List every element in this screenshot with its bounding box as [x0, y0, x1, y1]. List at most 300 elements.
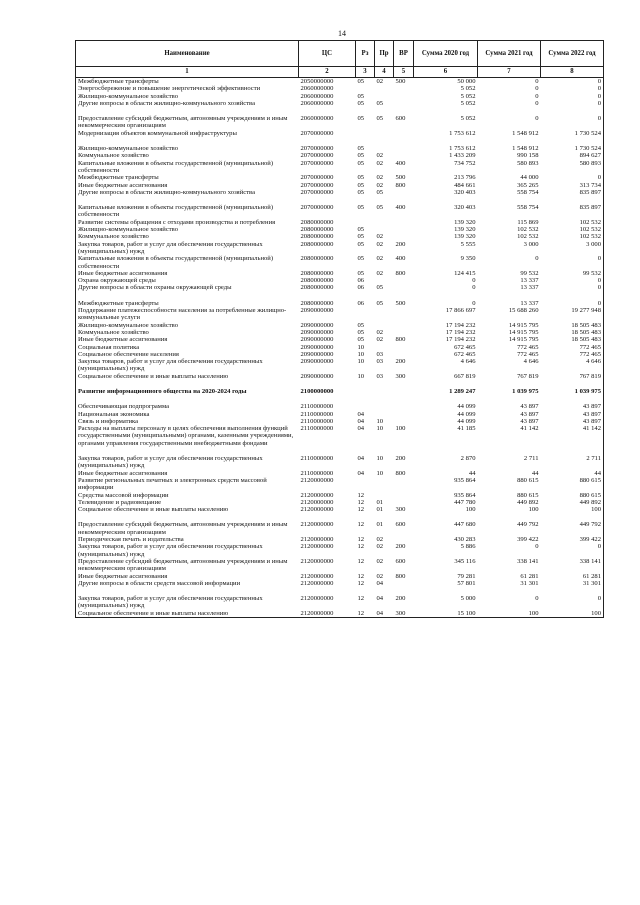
table-row: [76, 78, 604, 86]
table-row: [76, 130, 604, 137]
row-sum-2021: 0: [535, 543, 539, 551]
row-rz: 05: [357, 188, 365, 196]
row-pr: 10: [376, 469, 384, 477]
row-sum-2020: 100: [465, 506, 476, 514]
row-name: Социальное обеспечение и иные выплаты населению: [76, 610, 299, 618]
table-row: [76, 241, 604, 256]
row-sum-2022: 1 039 975: [541, 380, 604, 395]
row-sum-2022: 0: [541, 543, 604, 558]
column-number-row: [76, 67, 604, 78]
table-body: [76, 78, 604, 618]
row-sum-2021: 0: [535, 255, 539, 263]
row-pr: 05: [376, 99, 384, 107]
row-pr: [375, 477, 394, 492]
table-row: [76, 277, 604, 284]
row-pr: 05: [376, 204, 384, 212]
row-name: Иные бюджетные ассигнования: [76, 573, 299, 580]
row-sum-2022: 102 532: [541, 226, 604, 233]
row-sum-2021: 449 892: [517, 498, 539, 506]
row-vr: [394, 137, 414, 152]
row-rz: 10: [357, 350, 365, 358]
row-sum-2021: 1 548 912: [512, 129, 539, 137]
row-sum-2022: 0: [541, 93, 604, 100]
budget-table: [75, 40, 604, 618]
row-sum-2022: 0: [541, 284, 604, 291]
row-pr: 02: [376, 557, 384, 565]
table-row: [76, 226, 604, 233]
row-cs: 2120000000: [300, 579, 334, 587]
table-row: [76, 610, 604, 618]
row-cs: 2070000000: [300, 204, 334, 212]
row-sum-2020: 935 864: [454, 491, 476, 499]
row-sum-2022: 19 277 948: [541, 307, 604, 322]
row-name: Закупка товаров, работ и услуг для обеспечения государственных (муниципальных) нужд: [76, 543, 299, 558]
row-vr: 300: [394, 610, 414, 618]
row-rz: 12: [357, 572, 365, 580]
row-name: Иные бюджетные ассигнования: [76, 336, 299, 343]
table-row: [76, 284, 604, 291]
row-vr: [394, 477, 414, 492]
row-sum-2021: 1 548 912: [512, 145, 539, 153]
row-cs: 2120000000: [300, 557, 334, 565]
row-sum-2021: 880 615: [517, 476, 539, 484]
row-sum-2020: 484 661: [454, 181, 476, 189]
row-name: Другие вопросы в области средств массовой информации: [76, 580, 299, 587]
row-rz: 12: [357, 498, 365, 506]
row-rz: 05: [357, 204, 365, 212]
row-rz: [356, 85, 375, 92]
row-pr: [375, 344, 394, 351]
row-vr: 500: [395, 174, 406, 182]
table-row: [76, 219, 604, 226]
row-pr: 10: [376, 455, 384, 463]
row-sum-2022: 43 897: [541, 411, 604, 418]
row-pr: 02: [376, 255, 384, 263]
row-rz: 05: [357, 269, 365, 277]
row-sum-2020: 430 283: [454, 536, 476, 544]
table-row: [76, 395, 604, 410]
row-sum-2021: 100: [528, 506, 539, 514]
row-rz: 04: [357, 417, 365, 425]
row-name: Развитие региональных печатных и электронных средств массовой информации: [76, 477, 299, 492]
row-sum-2020: 213 796: [454, 174, 476, 182]
row-name: Коммунальное хозяйство: [76, 329, 299, 336]
row-cs: 2090000000: [300, 350, 334, 358]
row-name: Поддержание платежеспособности населения за потребленные жилищно-коммунальные услуги: [76, 307, 299, 322]
row-name: Социальное обеспечение и иные выплаты населению: [76, 373, 299, 380]
row-vr: [394, 100, 414, 107]
row-sum-2022: 102 532: [541, 219, 604, 226]
row-sum-2021: 13 337: [520, 299, 539, 307]
row-pr: 02: [376, 174, 384, 182]
row-sum-2020: 124 415: [454, 269, 476, 277]
row-pr: 05: [376, 284, 384, 292]
table-row: [76, 329, 604, 336]
table-row: [76, 477, 604, 492]
row-cs: 2120000000: [300, 572, 334, 580]
table-row: [76, 137, 604, 152]
row-sum-2020: 44: [468, 469, 476, 477]
row-sum-2022: 2 711: [541, 447, 604, 470]
row-sum-2021: 1 039 975: [512, 387, 539, 395]
row-sum-2022: 880 615: [541, 492, 604, 499]
table-row: [76, 233, 604, 240]
row-vr: 400: [395, 159, 406, 167]
row-pr: 05: [376, 188, 384, 196]
row-name: Телевидение и радиовещание: [76, 499, 299, 506]
row-pr: [375, 411, 394, 418]
table-row: [76, 506, 604, 513]
table-row: [76, 255, 604, 270]
row-rz: [356, 307, 375, 322]
row-rz: 04: [357, 410, 365, 418]
row-name: Модернизация объектов коммунальной инфраструктуры: [76, 130, 299, 137]
row-sum-2022: 0: [541, 107, 604, 130]
row-sum-2020: 139 320: [454, 233, 476, 241]
row-rz: 05: [357, 152, 365, 160]
row-pr: [375, 395, 394, 410]
row-pr: 02: [376, 233, 384, 241]
row-rz: 04: [357, 455, 365, 463]
table-row: [76, 418, 604, 425]
table-row: [76, 292, 604, 307]
row-cs: 2120000000: [300, 543, 334, 551]
row-cs: 2120000000: [300, 498, 334, 506]
row-pr: 01: [376, 521, 384, 529]
row-cs: 2080000000: [300, 240, 334, 248]
row-sum-2020: 5 052: [460, 85, 476, 93]
column-number: 7: [478, 67, 541, 78]
row-name: Иные бюджетные ассигнования: [76, 182, 299, 189]
row-sum-2021: 0: [535, 595, 539, 603]
row-sum-2020: 447 780: [454, 498, 476, 506]
row-cs: 2060000000: [300, 99, 334, 107]
table-row: [76, 344, 604, 351]
row-sum-2020: 139 320: [454, 226, 476, 234]
row-sum-2021: 0: [535, 78, 539, 85]
row-pr: [375, 130, 394, 137]
table-row: [76, 470, 604, 477]
row-name: Капитальные вложения в объекты государственной (муниципальной) собственности: [76, 160, 299, 175]
table-row: [76, 573, 604, 580]
row-sum-2022: 772 465: [541, 351, 604, 358]
row-sum-2022: 18 505 483: [541, 336, 604, 343]
row-sum-2022: 1 730 524: [541, 130, 604, 137]
table-row: [76, 558, 604, 573]
table-row: [76, 373, 604, 380]
row-cs: 2050000000: [300, 78, 334, 85]
row-sum-2020: 320 403: [454, 204, 476, 212]
table-row: [76, 196, 604, 219]
row-name: Закупка товаров, работ и услуг для обеспечения государственных (муниципальных) нужд: [76, 447, 299, 470]
row-rz: 05: [357, 328, 365, 336]
column-number: 3: [356, 67, 375, 78]
row-rz: [356, 477, 375, 492]
row-sum-2021: 880 615: [517, 491, 539, 499]
row-rz: 12: [356, 610, 375, 618]
row-vr: 200: [395, 358, 406, 366]
table-row: [76, 411, 604, 418]
table-row: [76, 358, 604, 373]
row-sum-2022: 0: [541, 292, 604, 307]
table-row: [76, 152, 604, 159]
row-sum-2020: 320 403: [454, 188, 476, 196]
row-sum-2022: 1 730 524: [541, 137, 604, 152]
row-pr: 02: [376, 181, 384, 189]
row-vr: [394, 226, 414, 233]
row-vr: 600: [395, 557, 406, 565]
table-row: [76, 447, 604, 470]
row-vr: [394, 499, 414, 506]
row-cs: 2110000000: [300, 403, 334, 411]
row-vr: [394, 152, 414, 159]
row-sum-2020: 5 886: [460, 543, 476, 551]
row-sum-2020: 17 194 232: [445, 321, 476, 329]
row-pr: 03: [376, 372, 384, 380]
row-vr: [394, 277, 414, 284]
row-vr: [394, 233, 414, 240]
row-vr: 400: [395, 255, 406, 263]
row-vr: [394, 492, 414, 499]
table-row: [76, 336, 604, 343]
header-vr: ВР: [394, 41, 414, 67]
row-sum-2021: 14 915 795: [508, 328, 539, 336]
row-name: Жилищно-коммунальное хозяйство: [76, 93, 299, 100]
row-cs: 2120000000: [300, 476, 334, 484]
row-sum-2020: 667 819: [454, 372, 476, 380]
row-name: Обеспечивающая подпрограмма: [76, 395, 299, 410]
row-name: Связь и информатика: [76, 418, 299, 425]
row-vr: [394, 93, 414, 100]
row-cs: 2110000000: [300, 410, 334, 418]
row-sum-2021: 449 792: [517, 521, 539, 529]
row-rz: 12: [357, 557, 365, 565]
column-number: 1: [76, 67, 299, 78]
row-name: Капитальные вложения в объекты государственной (муниципальной) собственности: [76, 196, 299, 219]
row-pr: 02: [376, 543, 384, 551]
row-vr: [394, 219, 414, 226]
header-sum-2022: Сумма 2022 год: [541, 41, 604, 67]
row-cs: 2080000000: [300, 233, 334, 241]
row-sum-2022: 880 615: [541, 477, 604, 492]
row-vr: 200: [395, 595, 406, 603]
row-sum-2022: 0: [541, 255, 604, 270]
row-vr: 800: [395, 269, 406, 277]
row-sum-2022: 894 627: [541, 152, 604, 159]
row-vr: 200: [395, 543, 406, 551]
row-name: Межбюджетные трансферты: [76, 174, 299, 181]
row-pr: 02: [376, 240, 384, 248]
row-name: Коммунальное хозяйство: [76, 152, 299, 159]
row-cs: 2090000000: [300, 343, 334, 351]
row-pr: 05: [376, 299, 384, 307]
row-sum-2022: 0: [541, 78, 604, 86]
row-sum-2020: 17 194 232: [445, 336, 476, 344]
row-sum-2022: 4 646: [541, 358, 604, 373]
row-vr: [394, 580, 414, 587]
header-sum-2021: Сумма 2021 год: [478, 41, 541, 67]
row-sum-2022: 449 792: [541, 513, 604, 536]
row-vr: [394, 284, 414, 291]
table-row: [76, 270, 604, 277]
row-sum-2020: 1 753 612: [449, 145, 476, 153]
column-number: 5: [394, 67, 414, 78]
row-sum-2021: 558 754: [517, 188, 539, 196]
row-name: Жилищно-коммунальное хозяйство: [76, 322, 299, 329]
row-sum-2020: 672 465: [454, 350, 476, 358]
row-cs: 2070000000: [300, 129, 334, 137]
row-cs: 2090000000: [300, 328, 334, 336]
row-cs: 2090000000: [300, 321, 334, 329]
row-name: Межбюджетные трансферты: [76, 292, 299, 307]
row-pr: 10: [376, 425, 384, 433]
row-vr: 600: [395, 521, 406, 529]
table-row: [76, 380, 604, 395]
row-pr: 02: [376, 152, 384, 160]
row-sum-2020: 5 000: [460, 595, 476, 603]
row-vr: 500: [395, 299, 406, 307]
row-sum-2022: 18 505 483: [541, 329, 604, 336]
row-sum-2022: 313 734: [541, 182, 604, 189]
table-row: [76, 93, 604, 100]
row-pr: [375, 219, 394, 226]
table-row: [76, 182, 604, 189]
row-rz: 12: [357, 521, 365, 529]
row-cs: 2110000000: [300, 425, 334, 433]
row-sum-2021: 990 158: [517, 152, 539, 160]
row-cs: 2080000000: [300, 269, 334, 277]
header-cs: ЦС: [299, 41, 356, 67]
row-vr: [394, 307, 414, 322]
column-number: 4: [375, 67, 394, 78]
row-rz: 05: [357, 159, 365, 167]
row-name: Иные бюджетные ассигнования: [76, 270, 299, 277]
row-cs: 2070000000: [300, 181, 334, 189]
row-sum-2020: 17 194 232: [445, 328, 476, 336]
table-row: [76, 85, 604, 92]
row-sum-2020: 44 099: [457, 403, 476, 411]
table-row: [76, 189, 604, 196]
row-pr: [375, 85, 394, 92]
row-pr: [375, 380, 394, 395]
row-vr: [394, 344, 414, 351]
row-cs: 2060000000: [300, 85, 334, 93]
row-sum-2020: 57 801: [457, 579, 476, 587]
row-rz: 10: [357, 358, 365, 366]
row-pr: [375, 137, 394, 152]
row-rz: 06: [357, 277, 365, 285]
row-vr: 200: [395, 455, 406, 463]
row-name: Закупка товаров, работ и услуг для обеспечения государственных (муниципальных) нужд: [76, 358, 299, 373]
row-vr: 600: [395, 115, 406, 123]
row-sum-2020: 935 864: [454, 476, 476, 484]
row-rz: 12: [357, 536, 365, 544]
row-sum-2022: 100: [541, 610, 604, 618]
row-pr: 10: [376, 417, 384, 425]
row-pr: [375, 93, 394, 100]
row-rz: 05: [357, 78, 365, 85]
row-rz: 05: [357, 115, 365, 123]
row-sum-2022: 449 892: [541, 499, 604, 506]
row-sum-2021: 3 000: [523, 240, 539, 248]
row-cs: 2070000000: [300, 188, 334, 196]
row-rz: [356, 395, 375, 410]
row-vr: 300: [395, 506, 406, 514]
row-sum-2022: 41 142: [541, 425, 604, 447]
table-row: [76, 543, 604, 558]
row-vr: [394, 411, 414, 418]
row-sum-2021: 15 688 260: [508, 307, 539, 315]
row-cs: 2070000000: [300, 145, 334, 153]
row-name: Предоставление субсидий бюджетным, автономным учреждениям и иным некоммерческим организациям: [76, 558, 299, 573]
row-rz: [356, 380, 375, 395]
row-name: Закупка товаров, работ и услуг для обеспечения государственных (муниципальных) нужд: [76, 587, 299, 610]
row-cs: 2080000000: [300, 277, 334, 285]
row-sum-2020: 15 100: [414, 610, 478, 618]
row-sum-2022: 44: [541, 470, 604, 477]
table-row: [76, 499, 604, 506]
row-vr: [394, 322, 414, 329]
table-row: [76, 107, 604, 130]
row-sum-2021: 100: [478, 610, 541, 618]
row-sum-2022: 61 281: [541, 573, 604, 580]
row-rz: 12: [357, 506, 365, 514]
row-vr: 800: [395, 181, 406, 189]
row-sum-2020: 0: [472, 299, 476, 307]
column-number: 2: [299, 67, 356, 78]
row-rz: 12: [357, 491, 365, 499]
row-sum-2021: 13 337: [520, 284, 539, 292]
row-sum-2021: 365 265: [517, 181, 539, 189]
row-sum-2020: 447 680: [454, 521, 476, 529]
row-pr: 02: [376, 336, 384, 344]
row-cs: 2120000000: [299, 610, 356, 618]
row-sum-2020: 5 555: [460, 240, 476, 248]
row-cs: 2080000000: [300, 284, 334, 292]
row-sum-2022: 835 897: [541, 196, 604, 219]
row-name: Энергосбережение и повышение энергетической эффективности: [76, 85, 299, 92]
row-rz: 06: [357, 284, 365, 292]
header-sum-2020: Сумма 2020 год: [414, 41, 478, 67]
row-sum-2020: 50 000: [457, 78, 476, 85]
row-sum-2020: 79 281: [457, 572, 476, 580]
row-name: Предоставление субсидий бюджетным, автономным учреждениям и иным некоммерческим организациям: [76, 107, 299, 130]
row-vr: [394, 189, 414, 196]
row-vr: 800: [395, 469, 406, 477]
row-sum-2021: 115 869: [517, 218, 539, 226]
row-sum-2022: 0: [541, 587, 604, 610]
row-rz: 12: [357, 579, 365, 587]
table-row: [76, 160, 604, 175]
row-cs: 2120000000: [300, 491, 334, 499]
row-pr: [375, 322, 394, 329]
row-cs: 2070000000: [300, 152, 334, 160]
row-sum-2021: 2 711: [523, 455, 539, 463]
table-row: [76, 513, 604, 536]
table-row: [76, 322, 604, 329]
header-rz: Рз: [356, 41, 375, 67]
row-sum-2021: 0: [535, 85, 539, 93]
row-sum-2022: 0: [541, 85, 604, 92]
row-rz: 10: [357, 372, 365, 380]
row-sum-2021: 772 465: [517, 350, 539, 358]
row-sum-2021: 44: [531, 469, 539, 477]
row-vr: [394, 380, 414, 395]
row-sum-2021: 14 915 795: [508, 321, 539, 329]
row-sum-2022: 3 000: [541, 241, 604, 256]
row-sum-2020: 5 052: [460, 99, 476, 107]
row-sum-2022: 100: [541, 506, 604, 513]
